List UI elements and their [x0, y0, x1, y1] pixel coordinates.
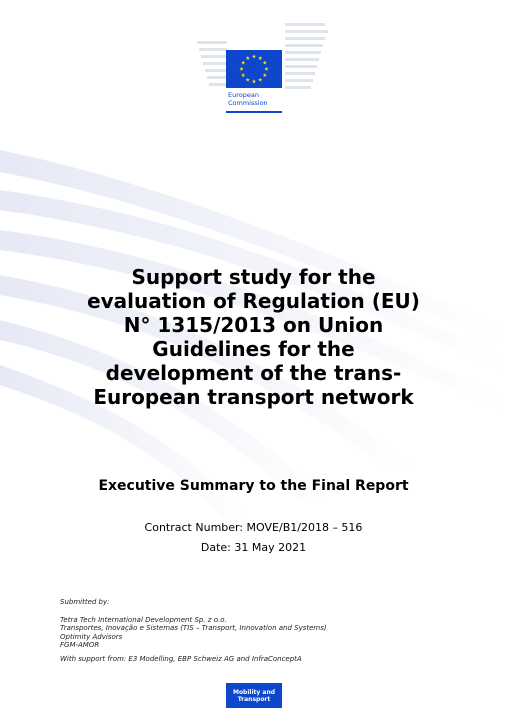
mobility-transport-badge	[226, 683, 282, 708]
document-title	[40, 265, 467, 409]
title-line: N° 1315/2013 on Union	[123, 313, 384, 337]
submitted-by-label: Submitted by:	[60, 598, 110, 606]
document-date: Date: 31 May 2021	[200, 541, 307, 554]
submitter-line: Optimity Advisors	[60, 632, 123, 641]
title-line: Guidelines for the	[152, 337, 355, 361]
badge-line2: Transport	[237, 695, 271, 703]
submitter-line: Tetra Tech International Development Sp. z o.o.	[60, 615, 227, 624]
document-subtitle: Executive Summary to the Final Report	[98, 478, 409, 494]
title-line: European transport network	[93, 385, 414, 409]
contract-number: Contract Number: MOVE/B1/2018 – 516	[144, 521, 363, 534]
title-line: evaluation of Regulation (EU)	[87, 289, 420, 313]
logo-underline	[226, 111, 282, 113]
support-line: With support from: E3 Modelling, EBP Schweiz AG and InfraConceptA	[60, 654, 302, 663]
logo-text-line2: Commission	[228, 99, 268, 107]
submitted-by-block	[60, 598, 327, 663]
logo-text	[228, 91, 268, 107]
title-line: development of the trans-	[105, 361, 402, 385]
submitter-line: Transportes, Inovação e Sistemas (TIS – Transport, Innovation and Systems)	[60, 624, 327, 632]
title-line: Support study for the	[131, 265, 376, 289]
badge-line1: Mobility and	[232, 688, 276, 696]
logo-text-line1: European	[228, 91, 259, 99]
submitter-line: FGM-AMOR	[60, 641, 100, 649]
